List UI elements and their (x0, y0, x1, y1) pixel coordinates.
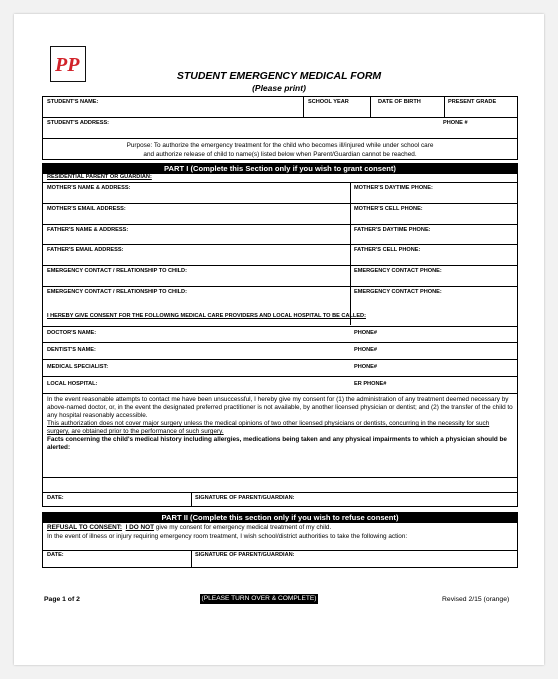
medical-history-label: Facts concerning the child's medical history including allergies, medications being taken and any physical impairments to which a physician should be alerted: (47, 436, 507, 451)
form-subtitle: (Please print) (252, 83, 306, 93)
page-number: Page 1 of 2 (44, 596, 80, 603)
logo-text: PP (55, 54, 80, 76)
mother-cell-label: MOTHER'S CELL PHONE: (354, 206, 423, 212)
school-year-label: SCHOOL YEAR (308, 99, 349, 105)
emergency-phone-2-label: EMERGENCY CONTACT PHONE: (354, 289, 442, 295)
purpose-line-1: Purpose: To authorize the emergency treatment for the child who becomes ill/injured while under school care (126, 142, 434, 149)
consent-paragraph (47, 396, 513, 452)
mother-daytime-phone-label: MOTHER'S DAYTIME PHONE: (354, 185, 433, 191)
father-name-label: FATHER'S NAME & ADDRESS: (47, 227, 129, 233)
part1-bar: PART I (Complete this Section only if you wish to grant consent) (43, 164, 517, 174)
emergency-contact-1-label: EMERGENCY CONTACT / RELATIONSHIP TO CHILD: (47, 268, 187, 274)
father-cell-label: FATHER'S CELL PHONE: (354, 247, 421, 253)
student-name-label: STUDENT'S NAME: (47, 99, 99, 105)
dentist-phone-label: PHONE# (354, 347, 378, 353)
revision-note: Revised 2/15 (orange) (442, 596, 510, 603)
part2-bar: PART II (Complete this section only if you wish to refuse consent) (43, 513, 517, 523)
purpose-text (43, 142, 517, 159)
consent-heading: I HEREBY GIVE CONSENT FOR THE FOLLOWING MEDICAL CARE PROVIDERS AND LOCAL HOSPITAL TO BE CALLED: (47, 313, 366, 319)
phone-label: PHONE # (443, 120, 468, 126)
specialist-phone-label: PHONE# (354, 364, 378, 370)
mother-name-label: MOTHER'S NAME & ADDRESS: (47, 185, 131, 191)
refusal-paragraph: In the event of illness or injury requiring emergency room treatment, I wish school/district authorities to take the following action: (47, 533, 408, 540)
do-not-text: I DO NOT (125, 524, 155, 531)
father-email-label: FATHER'S EMAIL ADDRESS: (47, 247, 124, 253)
specialist-label: MEDICAL SPECIALIST: (47, 364, 109, 370)
part1-date-label: DATE: (47, 495, 64, 501)
refusal-rest: give my consent for emergency medical treatment of my child. (155, 524, 332, 531)
grade-label: PRESENT GRADE (448, 99, 497, 105)
er-phone-label: ER PHONE# (354, 381, 387, 387)
consent-text-1: In the event reasonable attempts to contact me have been unsuccessful, I hereby give my consent for (1) the administration of any treatment deemed necessary by above-named doctor, or, in the event the designated preferred practitioner is not available, by another licensed physician or dentist; and (2) the transfer of the child to any hospital reasonably accessible. (47, 396, 513, 419)
emergency-phone-1-label: EMERGENCY CONTACT PHONE: (354, 268, 442, 274)
dob-label: DATE OF BIRTH (378, 99, 421, 105)
part2-date-label: DATE: (47, 552, 64, 558)
mother-email-label: MOTHER'S EMAIL ADDRESS: (47, 206, 126, 212)
purpose-line-2: and authorize release of child to name(s) listed below when Parent/Guardian cannot be reached. (143, 150, 417, 158)
refusal-line (47, 524, 513, 532)
emergency-contact-2-label: EMERGENCY CONTACT / RELATIONSHIP TO CHILD: (47, 289, 187, 295)
hospital-label: LOCAL HOSPITAL: (47, 381, 98, 387)
form-title: STUDENT EMERGENCY MEDICAL FORM (176, 70, 382, 82)
form-page (14, 14, 544, 665)
student-info-box (42, 96, 518, 160)
part2-signature-label: SIGNATURE OF PARENT/GUARDIAN: (195, 552, 295, 558)
doctor-phone-label: PHONE# (354, 330, 378, 336)
dentist-name-label: DENTIST'S NAME: (47, 347, 96, 353)
father-daytime-phone-label: FATHER'S DAYTIME PHONE: (354, 227, 431, 233)
part1-signature-label: SIGNATURE OF PARENT/GUARDIAN: (195, 495, 295, 501)
part1-section (42, 163, 518, 507)
residential-label: RESIDENTIAL PARENT OR GUARDIAN: (47, 174, 152, 180)
part2-section (42, 512, 518, 568)
student-address-label: STUDENT'S ADDRESS: (47, 120, 110, 126)
doctor-name-label: DOCTOR'S NAME: (47, 330, 97, 336)
refusal-label: REFUSAL TO CONSENT: (47, 524, 123, 531)
turn-over-notice: (PLEASE TURN OVER & COMPLETE) (201, 595, 317, 602)
consent-text-2: This authorization does not cover major surgery unless the medical opinions of two other licensed physicians or dentists, concurring in the necessity for such surgery, are obtained prior to the performance of such surgery. (47, 420, 490, 435)
